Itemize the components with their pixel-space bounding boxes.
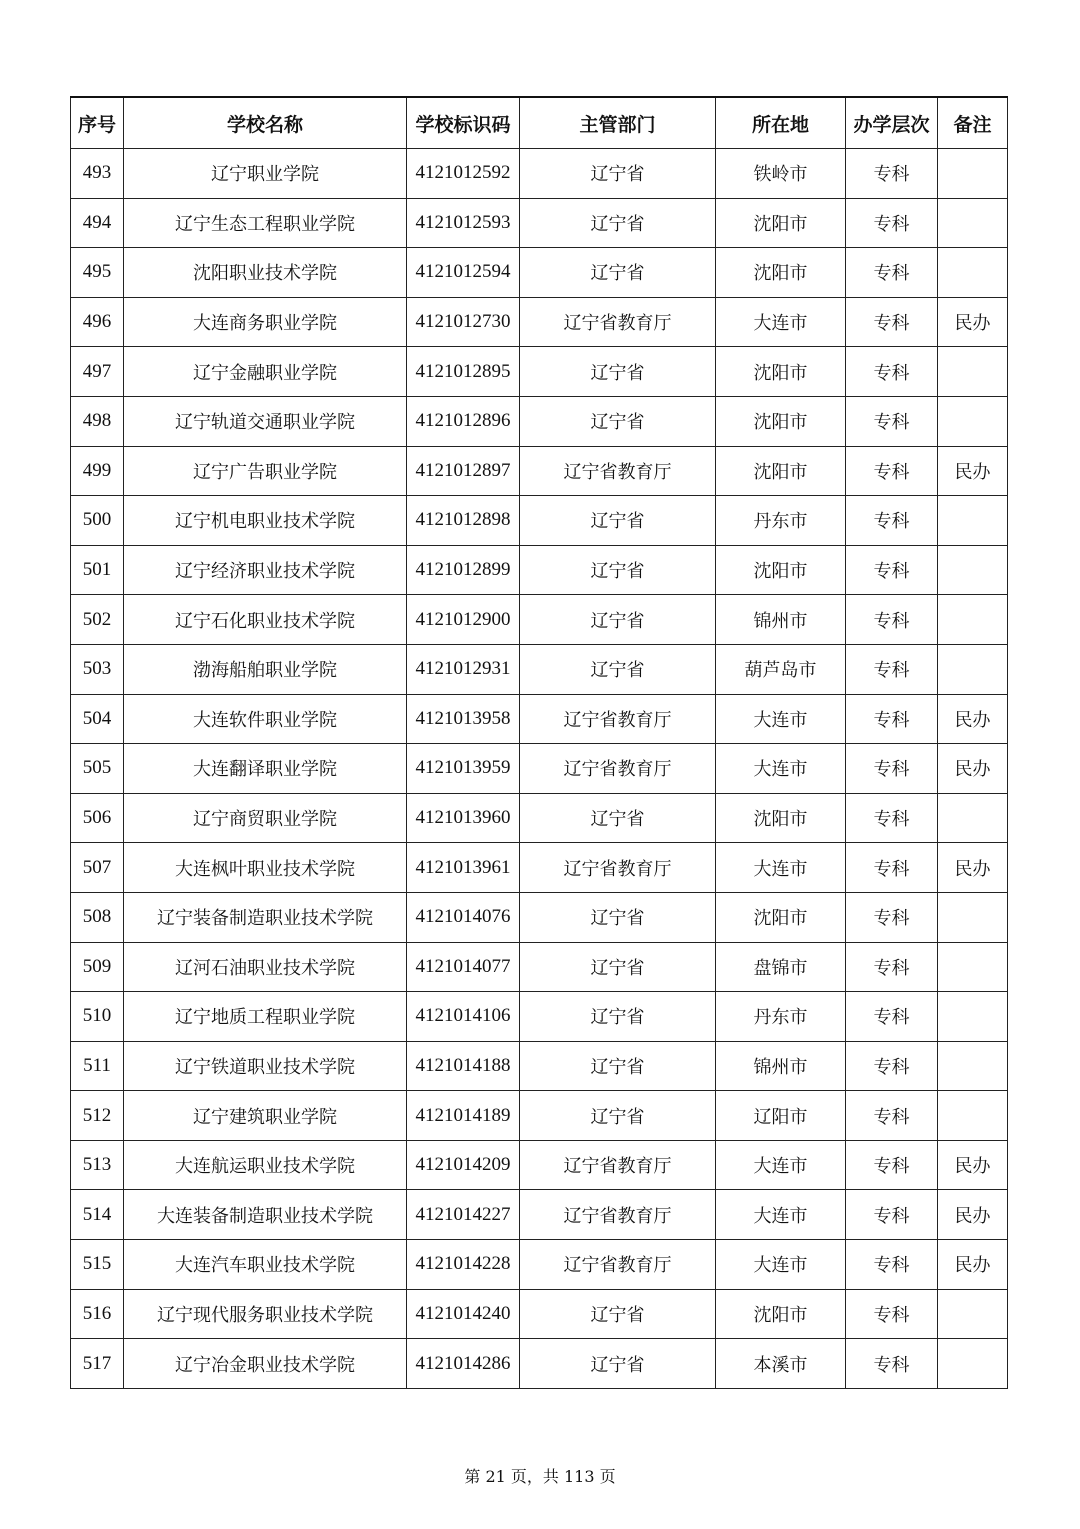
cell-remarks — [938, 248, 1008, 298]
cell-serial: 493 — [71, 149, 124, 199]
cell-remarks — [938, 1339, 1008, 1389]
cell-department: 辽宁省教育厅 — [520, 1240, 716, 1290]
cell-remarks: 民办 — [938, 1240, 1008, 1290]
cell-level: 专科 — [846, 396, 938, 446]
table-row — [71, 1190, 1008, 1240]
cell-school-code: 4121013961 — [407, 843, 520, 893]
cell-serial: 501 — [71, 545, 124, 595]
table-row — [71, 248, 1008, 298]
cell-location: 沈阳市 — [716, 1289, 846, 1339]
cell-serial: 511 — [71, 1041, 124, 1091]
table-row — [71, 347, 1008, 397]
cell-remarks — [938, 793, 1008, 843]
cell-serial: 513 — [71, 1140, 124, 1190]
cell-school-name: 辽宁生态工程职业学院 — [124, 198, 407, 248]
table-header — [71, 97, 1008, 149]
cell-serial: 502 — [71, 595, 124, 645]
cell-location: 锦州市 — [716, 1041, 846, 1091]
cell-serial: 517 — [71, 1339, 124, 1389]
cell-location: 大连市 — [716, 694, 846, 744]
cell-serial: 498 — [71, 396, 124, 446]
table-row — [71, 297, 1008, 347]
cell-location: 大连市 — [716, 1140, 846, 1190]
cell-school-code: 4121012895 — [407, 347, 520, 397]
cell-school-code: 4121014077 — [407, 942, 520, 992]
cell-remarks — [938, 496, 1008, 546]
cell-department: 辽宁省教育厅 — [520, 446, 716, 496]
cell-department: 辽宁省 — [520, 545, 716, 595]
cell-department: 辽宁省教育厅 — [520, 744, 716, 794]
cell-serial: 504 — [71, 694, 124, 744]
cell-department: 辽宁省 — [520, 347, 716, 397]
header-school-code: 学校标识码 — [407, 97, 520, 149]
cell-school-name: 大连装备制造职业技术学院 — [124, 1190, 407, 1240]
cell-location: 沈阳市 — [716, 198, 846, 248]
header-remarks: 备注 — [938, 97, 1008, 149]
cell-serial: 494 — [71, 198, 124, 248]
cell-level: 专科 — [846, 1041, 938, 1091]
cell-remarks — [938, 396, 1008, 446]
cell-department: 辽宁省教育厅 — [520, 843, 716, 893]
cell-remarks: 民办 — [938, 694, 1008, 744]
cell-serial: 507 — [71, 843, 124, 893]
cell-remarks — [938, 1041, 1008, 1091]
school-list-table — [70, 96, 1008, 1389]
header-school-name: 学校名称 — [124, 97, 407, 149]
cell-school-name: 辽宁经济职业技术学院 — [124, 545, 407, 595]
cell-remarks — [938, 892, 1008, 942]
cell-school-code: 4121012593 — [407, 198, 520, 248]
cell-remarks — [938, 992, 1008, 1042]
cell-remarks: 民办 — [938, 446, 1008, 496]
cell-location: 葫芦岛市 — [716, 644, 846, 694]
cell-school-code: 4121012898 — [407, 496, 520, 546]
header-row — [71, 97, 1008, 149]
cell-school-code: 4121014227 — [407, 1190, 520, 1240]
cell-location: 丹东市 — [716, 496, 846, 546]
table-row — [71, 992, 1008, 1042]
header-location: 所在地 — [716, 97, 846, 149]
cell-school-code: 4121014106 — [407, 992, 520, 1042]
table-row — [71, 843, 1008, 893]
cell-remarks — [938, 149, 1008, 199]
cell-level: 专科 — [846, 892, 938, 942]
cell-school-name: 辽宁装备制造职业技术学院 — [124, 892, 407, 942]
cell-remarks: 民办 — [938, 1140, 1008, 1190]
cell-remarks — [938, 1289, 1008, 1339]
cell-school-name: 辽宁广告职业学院 — [124, 446, 407, 496]
cell-department: 辽宁省 — [520, 644, 716, 694]
cell-serial: 514 — [71, 1190, 124, 1240]
cell-location: 沈阳市 — [716, 446, 846, 496]
cell-department: 辽宁省 — [520, 992, 716, 1042]
cell-department: 辽宁省 — [520, 1091, 716, 1141]
cell-school-code: 4121012594 — [407, 248, 520, 298]
table-row — [71, 198, 1008, 248]
cell-level: 专科 — [846, 347, 938, 397]
cell-serial: 503 — [71, 644, 124, 694]
cell-department: 辽宁省 — [520, 942, 716, 992]
table-row — [71, 1240, 1008, 1290]
cell-remarks — [938, 347, 1008, 397]
cell-level: 专科 — [846, 446, 938, 496]
cell-school-name: 辽宁金融职业学院 — [124, 347, 407, 397]
cell-serial: 512 — [71, 1091, 124, 1141]
cell-department: 辽宁省 — [520, 248, 716, 298]
cell-department: 辽宁省 — [520, 198, 716, 248]
cell-school-code: 4121014240 — [407, 1289, 520, 1339]
cell-school-name: 辽宁石化职业技术学院 — [124, 595, 407, 645]
table-row — [71, 446, 1008, 496]
cell-level: 专科 — [846, 1289, 938, 1339]
cell-department: 辽宁省 — [520, 1289, 716, 1339]
cell-remarks — [938, 1091, 1008, 1141]
cell-school-name: 大连汽车职业技术学院 — [124, 1240, 407, 1290]
cell-serial: 510 — [71, 992, 124, 1042]
cell-location: 大连市 — [716, 297, 846, 347]
cell-level: 专科 — [846, 644, 938, 694]
cell-location: 盘锦市 — [716, 942, 846, 992]
cell-serial: 509 — [71, 942, 124, 992]
cell-school-name: 辽宁商贸职业学院 — [124, 793, 407, 843]
cell-school-code: 4121014188 — [407, 1041, 520, 1091]
cell-location: 丹东市 — [716, 992, 846, 1042]
header-serial: 序号 — [71, 97, 124, 149]
cell-serial: 499 — [71, 446, 124, 496]
cell-remarks: 民办 — [938, 1190, 1008, 1240]
cell-location: 沈阳市 — [716, 347, 846, 397]
cell-school-name: 渤海船舶职业学院 — [124, 644, 407, 694]
cell-serial: 506 — [71, 793, 124, 843]
cell-location: 沈阳市 — [716, 396, 846, 446]
cell-department: 辽宁省 — [520, 1339, 716, 1389]
cell-location: 大连市 — [716, 1240, 846, 1290]
cell-school-code: 4121014228 — [407, 1240, 520, 1290]
cell-school-code: 4121013960 — [407, 793, 520, 843]
cell-remarks — [938, 545, 1008, 595]
header-department: 主管部门 — [520, 97, 716, 149]
cell-department: 辽宁省 — [520, 496, 716, 546]
table-row — [71, 396, 1008, 446]
cell-school-name: 辽河石油职业技术学院 — [124, 942, 407, 992]
table-row — [71, 149, 1008, 199]
cell-school-code: 4121013958 — [407, 694, 520, 744]
cell-school-code: 4121014286 — [407, 1339, 520, 1389]
cell-school-code: 4121012900 — [407, 595, 520, 645]
cell-school-name: 大连枫叶职业技术学院 — [124, 843, 407, 893]
cell-location: 沈阳市 — [716, 892, 846, 942]
cell-department: 辽宁省教育厅 — [520, 1190, 716, 1240]
cell-serial: 516 — [71, 1289, 124, 1339]
cell-level: 专科 — [846, 1190, 938, 1240]
cell-department: 辽宁省 — [520, 595, 716, 645]
cell-school-name: 辽宁冶金职业技术学院 — [124, 1339, 407, 1389]
cell-school-name: 辽宁铁道职业技术学院 — [124, 1041, 407, 1091]
cell-school-code: 4121012592 — [407, 149, 520, 199]
cell-level: 专科 — [846, 992, 938, 1042]
cell-level: 专科 — [846, 1091, 938, 1141]
cell-level: 专科 — [846, 942, 938, 992]
cell-school-code: 4121012897 — [407, 446, 520, 496]
cell-location: 本溪市 — [716, 1339, 846, 1389]
cell-level: 专科 — [846, 793, 938, 843]
cell-serial: 497 — [71, 347, 124, 397]
cell-serial: 500 — [71, 496, 124, 546]
cell-serial: 515 — [71, 1240, 124, 1290]
cell-serial: 508 — [71, 892, 124, 942]
cell-school-code: 4121014189 — [407, 1091, 520, 1141]
table-row — [71, 942, 1008, 992]
page-number: 第 21 页，共 113 页 — [464, 1467, 616, 1486]
cell-school-name: 大连翻译职业学院 — [124, 744, 407, 794]
cell-department: 辽宁省教育厅 — [520, 297, 716, 347]
cell-school-name: 大连商务职业学院 — [124, 297, 407, 347]
cell-school-name: 辽宁轨道交通职业学院 — [124, 396, 407, 446]
cell-location: 大连市 — [716, 1190, 846, 1240]
cell-level: 专科 — [846, 843, 938, 893]
cell-level: 专科 — [846, 1140, 938, 1190]
cell-location: 铁岭市 — [716, 149, 846, 199]
cell-department: 辽宁省 — [520, 1041, 716, 1091]
cell-department: 辽宁省教育厅 — [520, 694, 716, 744]
cell-school-name: 大连航运职业技术学院 — [124, 1140, 407, 1190]
cell-department: 辽宁省教育厅 — [520, 1140, 716, 1190]
cell-school-name: 辽宁建筑职业学院 — [124, 1091, 407, 1141]
cell-level: 专科 — [846, 297, 938, 347]
table-row — [71, 496, 1008, 546]
cell-serial: 495 — [71, 248, 124, 298]
cell-school-code: 4121014209 — [407, 1140, 520, 1190]
cell-remarks: 民办 — [938, 744, 1008, 794]
table-row — [71, 694, 1008, 744]
cell-location: 大连市 — [716, 744, 846, 794]
cell-school-name: 大连软件职业学院 — [124, 694, 407, 744]
cell-level: 专科 — [846, 1339, 938, 1389]
cell-remarks — [938, 198, 1008, 248]
table-row — [71, 1289, 1008, 1339]
table-row — [71, 793, 1008, 843]
cell-level: 专科 — [846, 149, 938, 199]
cell-location: 锦州市 — [716, 595, 846, 645]
cell-location: 沈阳市 — [716, 545, 846, 595]
table-row — [71, 892, 1008, 942]
cell-level: 专科 — [846, 744, 938, 794]
table-row — [71, 545, 1008, 595]
table-row — [71, 1140, 1008, 1190]
cell-level: 专科 — [846, 248, 938, 298]
cell-serial: 496 — [71, 297, 124, 347]
cell-remarks — [938, 644, 1008, 694]
cell-level: 专科 — [846, 1240, 938, 1290]
cell-location: 大连市 — [716, 843, 846, 893]
cell-level: 专科 — [846, 545, 938, 595]
cell-school-name: 辽宁现代服务职业技术学院 — [124, 1289, 407, 1339]
cell-serial: 505 — [71, 744, 124, 794]
cell-school-code: 4121012899 — [407, 545, 520, 595]
cell-department: 辽宁省 — [520, 793, 716, 843]
cell-school-code: 4121012931 — [407, 644, 520, 694]
cell-level: 专科 — [846, 595, 938, 645]
cell-location: 沈阳市 — [716, 248, 846, 298]
cell-school-code: 4121012730 — [407, 297, 520, 347]
cell-remarks — [938, 595, 1008, 645]
table-row — [71, 1339, 1008, 1389]
cell-department: 辽宁省 — [520, 149, 716, 199]
table-row — [71, 644, 1008, 694]
cell-department: 辽宁省 — [520, 396, 716, 446]
cell-level: 专科 — [846, 496, 938, 546]
cell-remarks — [938, 942, 1008, 992]
header-level: 办学层次 — [846, 97, 938, 149]
cell-school-name: 沈阳职业技术学院 — [124, 248, 407, 298]
table-body — [71, 149, 1008, 1389]
cell-location: 沈阳市 — [716, 793, 846, 843]
cell-remarks: 民办 — [938, 843, 1008, 893]
table-row — [71, 744, 1008, 794]
cell-school-code: 4121012896 — [407, 396, 520, 446]
table-row — [71, 1091, 1008, 1141]
cell-school-code: 4121013959 — [407, 744, 520, 794]
cell-department: 辽宁省 — [520, 892, 716, 942]
cell-school-name: 辽宁地质工程职业学院 — [124, 992, 407, 1042]
cell-remarks: 民办 — [938, 297, 1008, 347]
table-row — [71, 595, 1008, 645]
cell-school-name: 辽宁职业学院 — [124, 149, 407, 199]
cell-school-code: 4121014076 — [407, 892, 520, 942]
cell-level: 专科 — [846, 694, 938, 744]
cell-level: 专科 — [846, 198, 938, 248]
cell-school-name: 辽宁机电职业技术学院 — [124, 496, 407, 546]
cell-location: 辽阳市 — [716, 1091, 846, 1141]
table-row — [71, 1041, 1008, 1091]
